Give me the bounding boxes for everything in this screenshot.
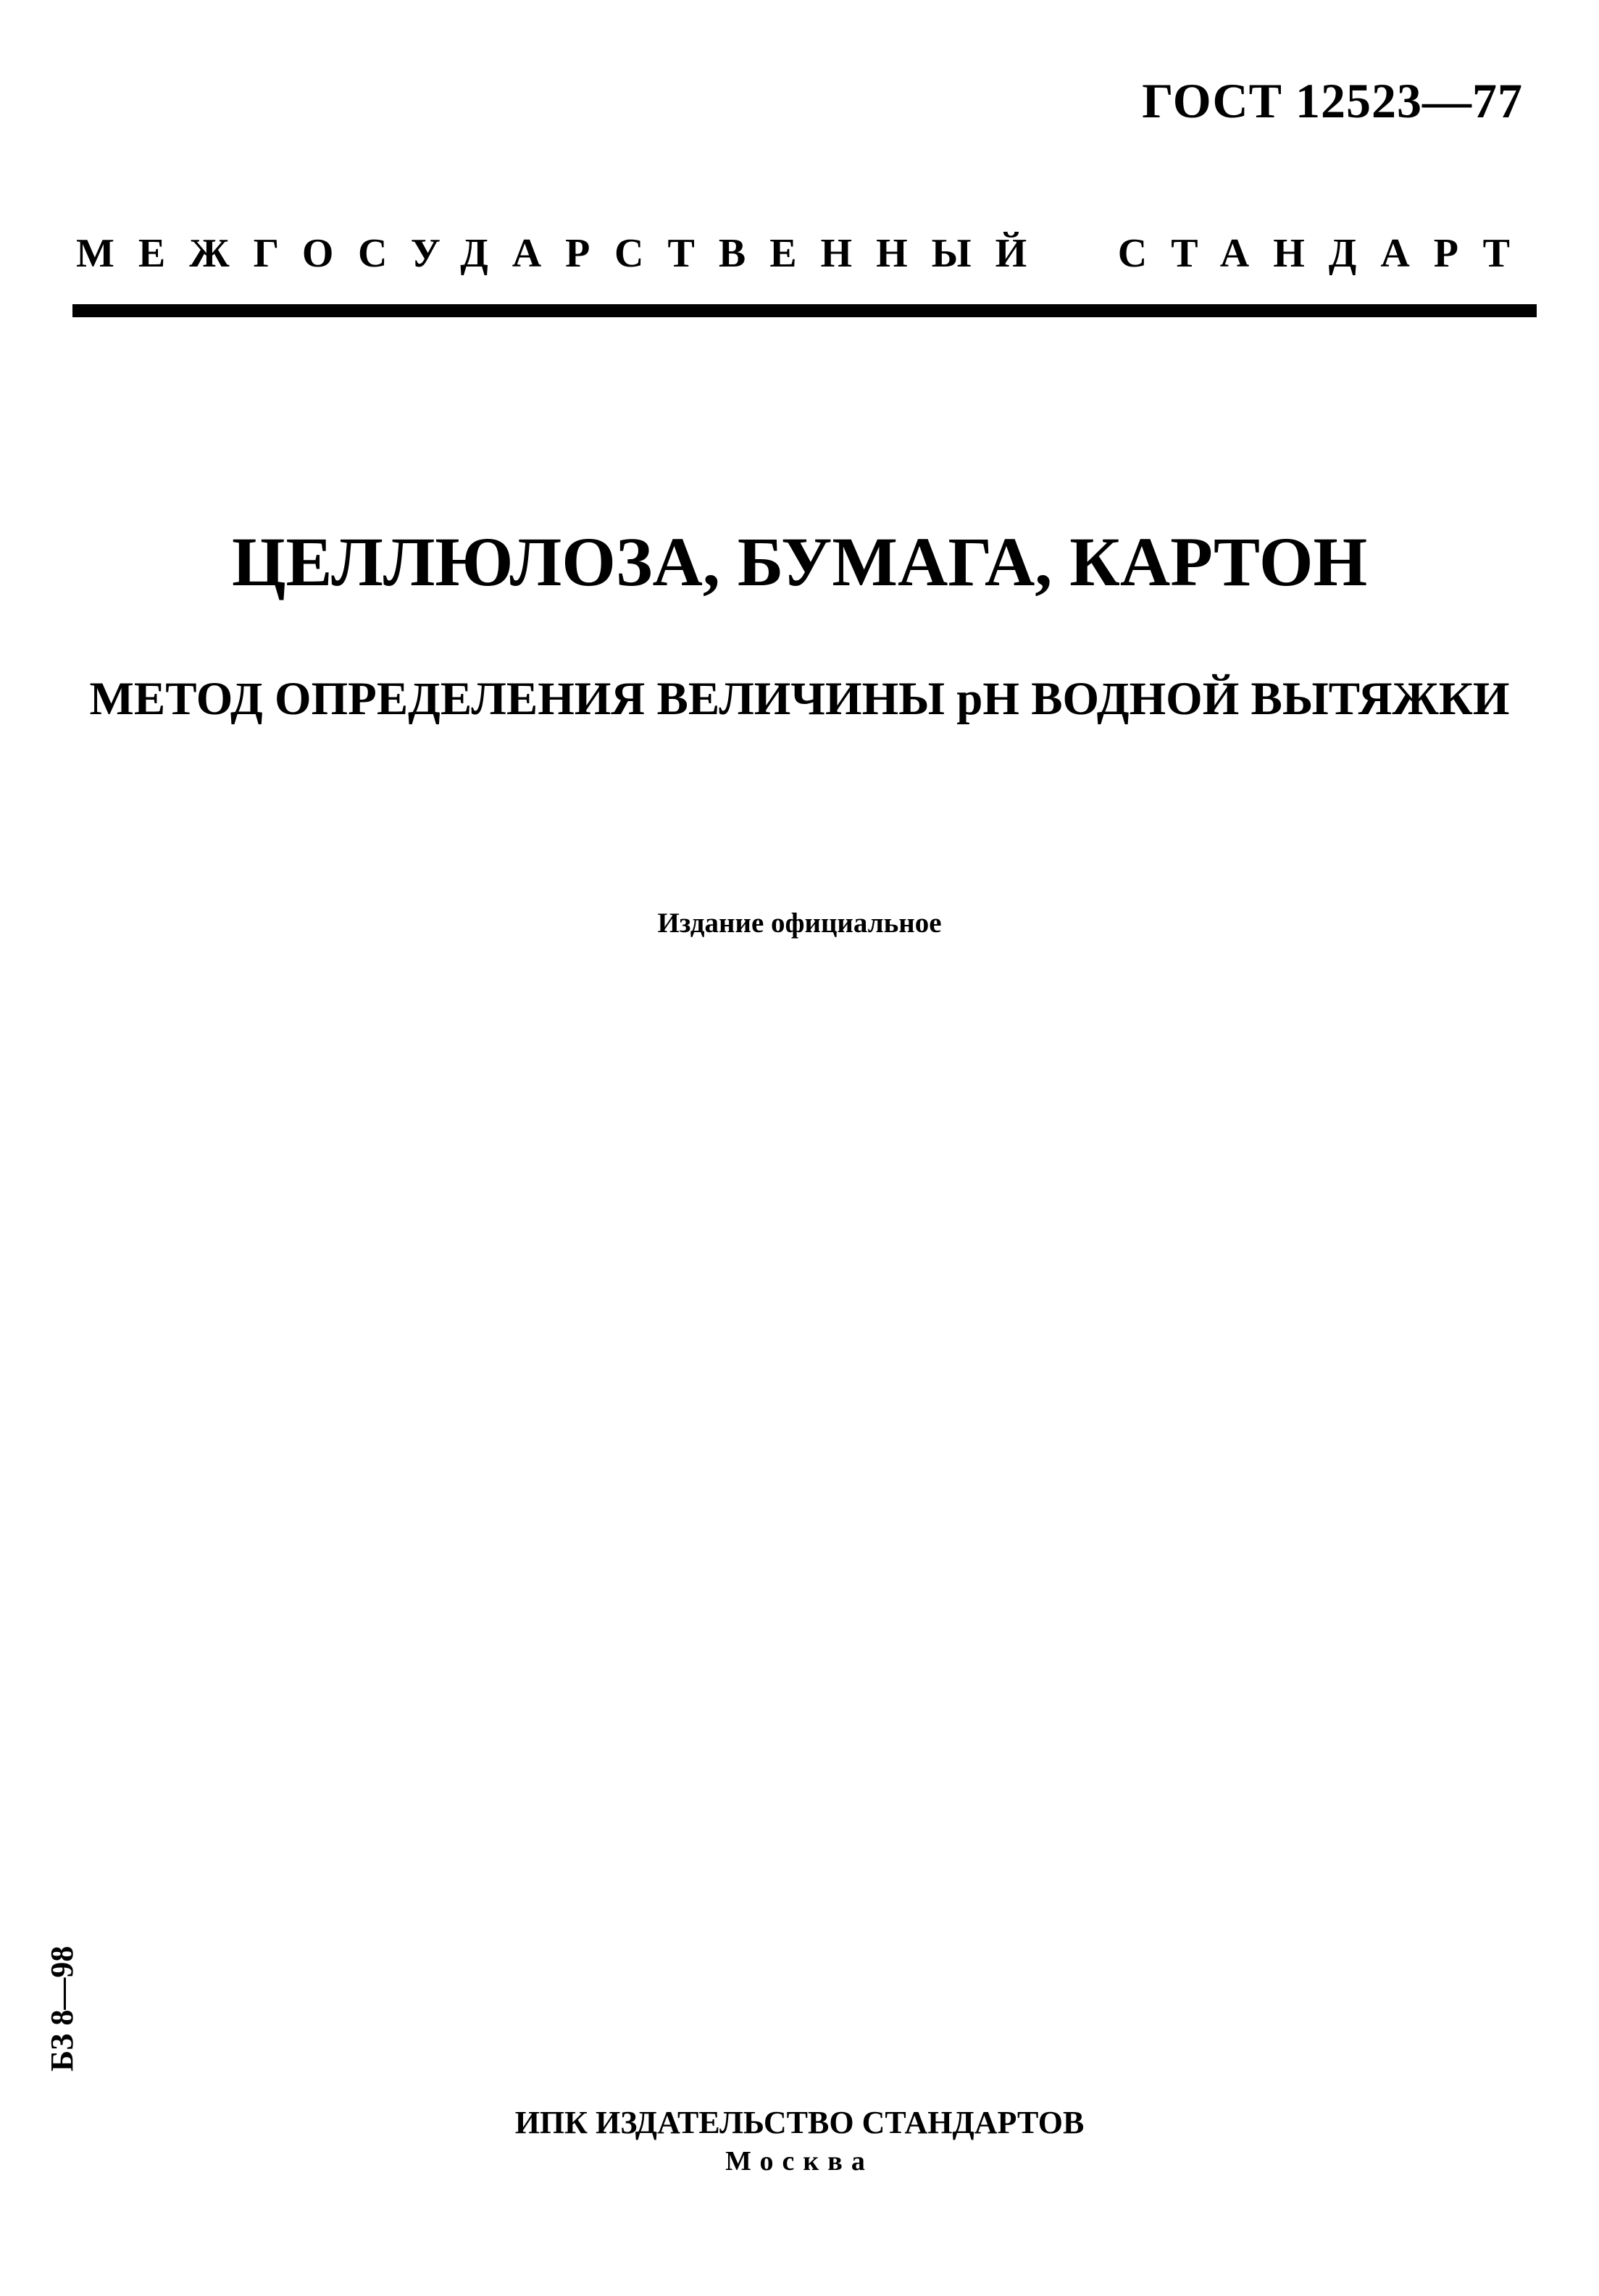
standard-type-word-interstate: МЕЖГОСУДАРСТВЕННЫЙ — [76, 231, 1051, 276]
subtitle: МЕТОД ОПРЕДЕЛЕНИЯ ВЕЛИЧИНЫ pH ВОДНОЙ ВЫТЯЖКИ — [89, 673, 1510, 725]
main-title: ЦЕЛЛЮЛОЗА, БУМАГА, КАРТОН — [231, 523, 1368, 600]
publisher-city: Москва — [725, 2146, 874, 2176]
standard-type-heading — [76, 230, 1534, 277]
standard-type-word-standard: СТАНДАРТ — [1117, 231, 1534, 276]
publisher-name: ИПК ИЗДАТЕЛЬСТВО СТАНДАРТОВ — [514, 2105, 1085, 2140]
catalog-mark: БЗ 8—98 — [44, 1945, 80, 2071]
edition-label: Издание официальное — [657, 908, 942, 939]
header-rule-bar — [72, 304, 1537, 317]
document-code: ГОСТ 12523—77 — [1142, 73, 1523, 128]
